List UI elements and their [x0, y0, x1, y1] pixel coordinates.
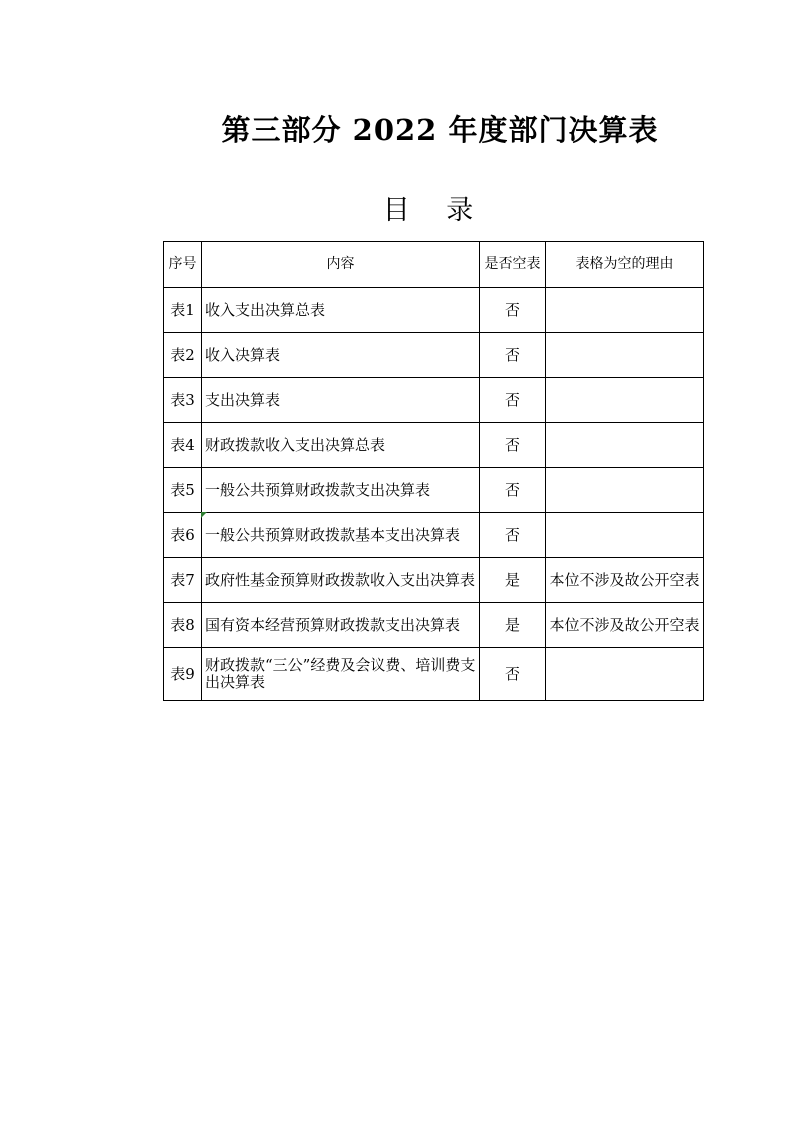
- row-is-empty: 否: [480, 288, 546, 333]
- row-reason: 本位不涉及故公开空表: [546, 603, 704, 648]
- table-header-row: [164, 242, 704, 288]
- row-content: 收入决算表: [202, 333, 480, 378]
- page-title: 第三部分 2022 年度部门决算表: [221, 113, 659, 147]
- row-content: 收入支出决算总表: [202, 288, 480, 333]
- row-is-empty: 否: [480, 468, 546, 513]
- toc-table: [163, 241, 704, 701]
- row-content: 国有资本经营预算财政拨款支出决算表: [202, 603, 480, 648]
- table-row: [164, 603, 704, 648]
- table-row: [164, 423, 704, 468]
- row-is-empty: 否: [480, 333, 546, 378]
- table-row: [164, 378, 704, 423]
- row-index: 表3: [164, 378, 202, 423]
- header-index: 序号: [164, 242, 202, 288]
- cell-comment-marker: [201, 512, 207, 518]
- row-content: 一般公共预算财政拨款基本支出决算表: [202, 513, 480, 558]
- row-reason: [546, 468, 704, 513]
- row-reason: [546, 648, 704, 701]
- row-reason: [546, 423, 704, 468]
- row-is-empty: 是: [480, 603, 546, 648]
- row-reason: [546, 288, 704, 333]
- header-content: 内容: [202, 242, 480, 288]
- row-is-empty: 否: [480, 513, 546, 558]
- row-index: 表7: [164, 558, 202, 603]
- row-is-empty: 否: [480, 423, 546, 468]
- row-content: 政府性基金预算财政拨款收入支出决算表: [202, 558, 480, 603]
- row-index: 表8: [164, 603, 202, 648]
- header-reason: 表格为空的理由: [546, 242, 704, 288]
- row-index: 表6: [164, 513, 202, 558]
- table-row: [164, 468, 704, 513]
- row-index: 表5: [164, 468, 202, 513]
- table-row: [164, 558, 704, 603]
- table-row: [164, 513, 704, 558]
- row-content: 支出决算表: [202, 378, 480, 423]
- row-reason: [546, 513, 704, 558]
- header-is-empty: 是否空表: [480, 242, 546, 288]
- table-row: [164, 333, 704, 378]
- row-index: 表1: [164, 288, 202, 333]
- row-is-empty: 否: [480, 378, 546, 423]
- row-reason: [546, 378, 704, 423]
- row-content: 财政拨款“三公”经费及会议费、培训费支出决算表: [202, 648, 480, 701]
- toc-heading: 目 录: [382, 195, 488, 226]
- row-is-empty: 否: [480, 648, 546, 701]
- row-content: 一般公共预算财政拨款支出决算表: [202, 468, 480, 513]
- row-content: 财政拨款收入支出决算总表: [202, 423, 480, 468]
- table-row: [164, 288, 704, 333]
- row-index: 表9: [164, 648, 202, 701]
- row-reason: 本位不涉及故公开空表: [546, 558, 704, 603]
- row-is-empty: 是: [480, 558, 546, 603]
- table-row: [164, 648, 704, 701]
- row-index: 表4: [164, 423, 202, 468]
- row-reason: [546, 333, 704, 378]
- row-index: 表2: [164, 333, 202, 378]
